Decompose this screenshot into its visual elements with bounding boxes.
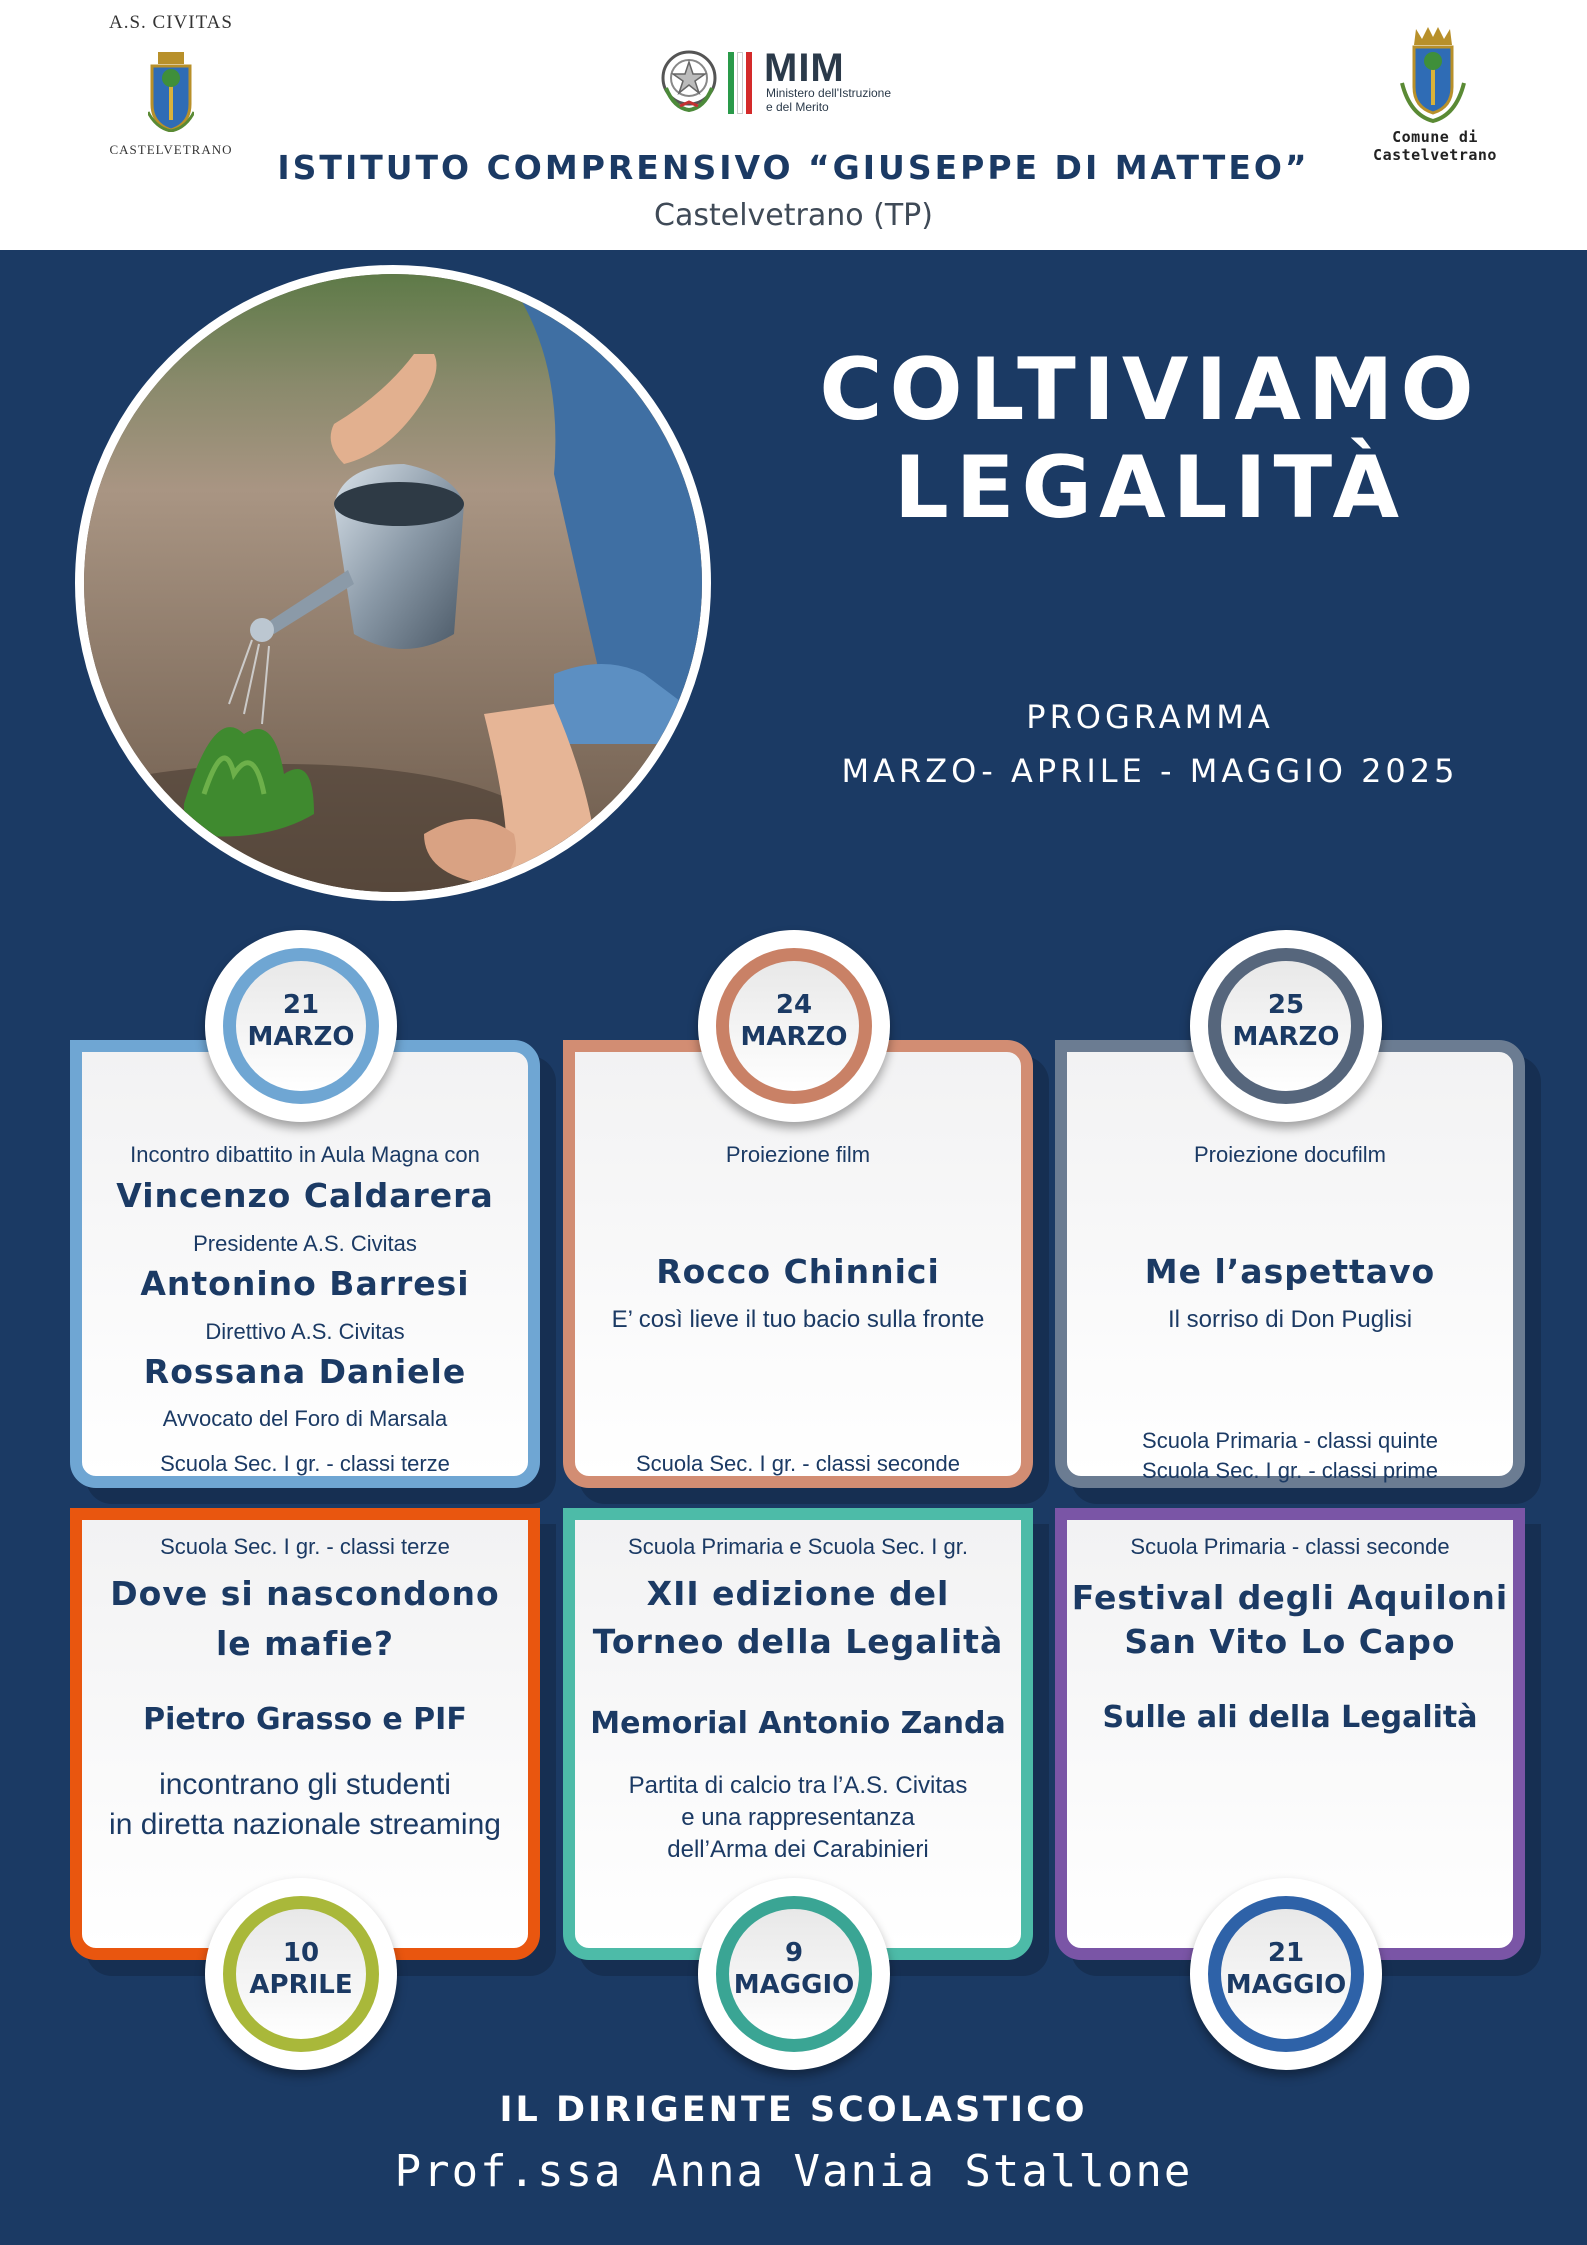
- date-badge: [205, 1878, 397, 2070]
- event-subtitle: Memorial Antonio Zanda: [590, 1706, 1006, 1741]
- mim-subtitle: Ministero dell'Istruzione: [766, 86, 892, 100]
- date-month: MAGGIO: [733, 1970, 855, 2000]
- programma-period: MARZO- APRILE - MAGGIO 2025: [841, 752, 1459, 790]
- event-speaker: Vincenzo Caldarera: [116, 1176, 494, 1215]
- date-month: APRILE: [249, 1970, 353, 2000]
- event-title: le mafie?: [215, 1624, 395, 1663]
- event-audience: Scuola Sec. I gr. - classi seconde: [635, 1451, 961, 1476]
- date-day: 24: [775, 990, 813, 1020]
- date-day: 21: [282, 990, 320, 1020]
- event-audience: Scuola Primaria - classi quinte: [1142, 1428, 1438, 1453]
- event-title: Dove si nascondono: [110, 1574, 500, 1613]
- programma-label: PROGRAMMA: [1026, 698, 1274, 736]
- event-subtitle: Il sorriso di Don Puglisi: [1167, 1306, 1413, 1333]
- date-month: MARZO: [1232, 1022, 1340, 1052]
- event-subtitle: E’ così lieve il tuo bacio sulla fronte: [611, 1306, 985, 1333]
- flag-bars: [728, 52, 752, 114]
- hero-photo: [75, 265, 711, 901]
- event-role: Avvocato del Foro di Marsala: [162, 1406, 448, 1431]
- date-day: 9: [784, 1938, 804, 1968]
- event-description: Partita di calcio tra l’A.S. Civitas: [628, 1772, 968, 1799]
- title-line-2: LEGALITÀ: [893, 438, 1407, 538]
- date-month: MARZO: [740, 1022, 848, 1052]
- date-badge: [1190, 930, 1382, 1122]
- date-month: MAGGIO: [1225, 1970, 1347, 2000]
- title-line-1: COLTIVIAMO: [819, 340, 1481, 440]
- mim-wordmark: MIM: [764, 46, 845, 90]
- watering-plant-illustration: [84, 274, 702, 892]
- event-speaker: Pietro Grasso e PIF: [143, 1702, 467, 1737]
- event-title: San Vito Lo Capo: [1124, 1622, 1456, 1661]
- date-day: 21: [1267, 1938, 1305, 1968]
- comune-logo: [1330, 25, 1540, 164]
- event-audience: Scuola Primaria e Scuola Sec. I gr.: [628, 1534, 968, 1559]
- civitas-logo-city: CASTELVETRANO: [109, 142, 233, 157]
- italian-emblem-icon: [660, 48, 718, 112]
- date-badge: [205, 930, 397, 1122]
- event-title: Festival degli Aquiloni: [1071, 1578, 1509, 1617]
- date-badge: [698, 1878, 890, 2070]
- event-description: incontrano gli studenti: [159, 1768, 451, 1801]
- civitas-logo-text: A.S. CIVITAS: [109, 12, 233, 33]
- event-role: Direttivo A.S. Civitas: [205, 1319, 405, 1344]
- event-text: Incontro dibattito in Aula Magna con: [130, 1142, 480, 1167]
- date-day: 25: [1267, 990, 1305, 1020]
- date-badge: [698, 930, 890, 1122]
- event-role: Presidente A.S. Civitas: [193, 1231, 417, 1256]
- event-title: Torneo della Legalità: [592, 1622, 1004, 1661]
- event-title: Rocco Chinnici: [656, 1252, 940, 1291]
- mim-logo: [660, 48, 940, 120]
- event-type: Proiezione docufilm: [1194, 1142, 1386, 1167]
- school-name: ISTITUTO COMPRENSIVO “GIUSEPPE DI MATTEO”: [277, 148, 1310, 187]
- footer-signature: Prof.ssa Anna Vania Stallone: [394, 2146, 1193, 2197]
- date-badge: [1190, 1878, 1382, 2070]
- event-speaker: Rossana Daniele: [143, 1352, 467, 1391]
- header: [0, 0, 1587, 250]
- event-audience: Scuola Sec. I gr. - classi prime: [1142, 1458, 1438, 1483]
- school-city: Castelvetrano (TP): [654, 198, 933, 233]
- event-speaker: Antonino Barresi: [140, 1264, 470, 1303]
- event-description: e una rappresentanza: [681, 1804, 915, 1831]
- comune-label: Comune di Castelvetrano: [1373, 128, 1497, 164]
- comune-crest-icon: [1398, 25, 1468, 125]
- date-month: MARZO: [247, 1022, 355, 1052]
- event-title: Me l’aspettavo: [1144, 1252, 1436, 1291]
- event-title: XII edizione del: [646, 1574, 950, 1613]
- date-day: 10: [282, 1938, 320, 1968]
- event-type: Proiezione film: [725, 1142, 871, 1167]
- event-audience: Scuola Sec. I gr. - classi terze: [160, 1451, 450, 1476]
- event-audience: Scuola Sec. I gr. - classi terze: [160, 1534, 450, 1559]
- footer-role: IL DIRIGENTE SCOLASTICO: [499, 2090, 1088, 2130]
- event-description: dell’Arma dei Carabinieri: [667, 1836, 929, 1863]
- mim-subtitle: e del Merito: [766, 100, 829, 114]
- civitas-crest-icon: [148, 52, 194, 132]
- event-description: in diretta nazionale streaming: [109, 1808, 501, 1841]
- event-subtitle: Sulle ali della Legalità: [1102, 1700, 1478, 1735]
- event-audience: Scuola Primaria - classi seconde: [1130, 1534, 1450, 1559]
